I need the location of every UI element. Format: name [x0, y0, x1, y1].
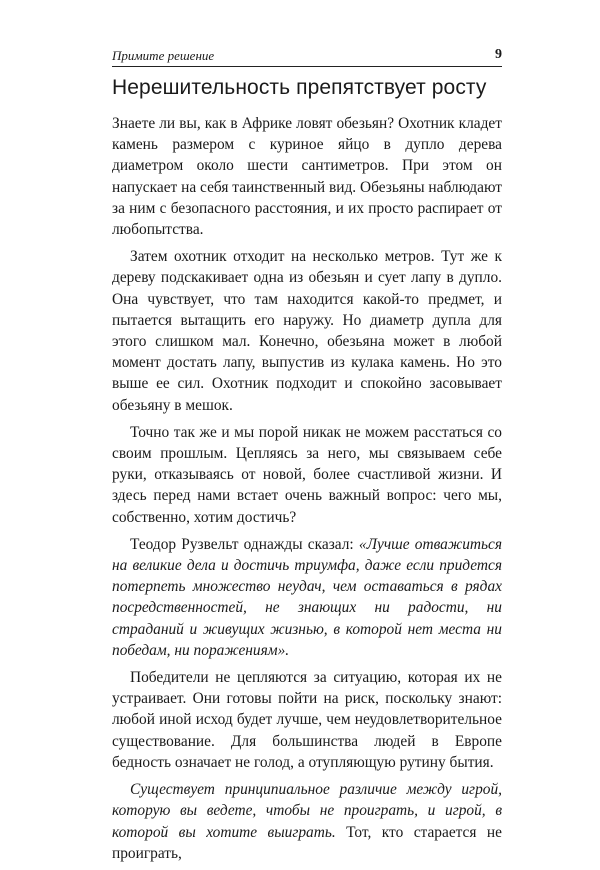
- paragraph-winners: Победители не цепляются за ситуацию, которая их не устраивает. Они готовы пойти на риск, поскольку знают: любой иной исход будет лучше, чем неудовлетворительное существование. Для большинства людей в Европе бедность означает не голод, а отупляющую рутину бытия.: [112, 669, 502, 771]
- roosevelt-intro: Теодор Рузвельт однажды сказал:: [130, 535, 359, 553]
- page-number: 9: [495, 47, 502, 62]
- paragraph-monkey-trap: Знаете ли вы, как в Африке ловят обезьян? Охотник кладет камень размером с куриное яйцо в дупло дерева диаметром около шести сантиметров. При этом он напускает на себя таинственный вид. Обезьяны наблюдают за ним с безопасного расстояния, и их просто распирает от любопытства.: [112, 115, 502, 239]
- paragraph-game: [112, 779, 502, 864]
- roosevelt-quote: «Лучше отважиться на великие дела и достичь триумфа, даже если придется потерпеть множество неудач, чем оставаться в рядах посредственностей, не знающих ни радости, ни страданий и живущих жизнью, в которой нет места ни победам, ни поражениям».: [112, 535, 502, 659]
- header-rule: [112, 66, 502, 67]
- running-title: Примите решение: [112, 48, 215, 63]
- paragraph-hunter: Затем охотник отходит на несколько метров. Тут же к дереву подскакивает одна из обезьян и сует лапу в дупло. Она чувствует, что там находится какой-то предмет, и пытается вытащить его наружу. Но диаметр дупла для этого слишком мал. Конечно, обезьяна может в любой момент достать лапу, выпустив из кулака камень. Но это выше ее сил. Охотник подходит и спокойно засовывает обезьяну в мешок.: [112, 248, 502, 414]
- section-heading: Нерешительность препятствует росту: [112, 76, 487, 99]
- running-head: [112, 46, 502, 66]
- game-rest: Тот, кто старается не проиграть,: [112, 823, 502, 862]
- paragraph-roosevelt: [112, 534, 502, 661]
- game-quote: Существует принципиальное различие между игрой, которую вы ведете, чтобы не проиграть, и игрой, в которой вы хотите выиграть.: [112, 781, 502, 841]
- body-text: [112, 113, 502, 870]
- paragraph-past: Точно так же и мы порой никак не можем расстаться со своим прошлым. Цепляясь за него, мы связываем себе руки, отказываясь от новой, более счастливой жизни. И здесь перед нами встает очень важный вопрос: чего мы, собственно, хотим достичь?: [112, 423, 502, 526]
